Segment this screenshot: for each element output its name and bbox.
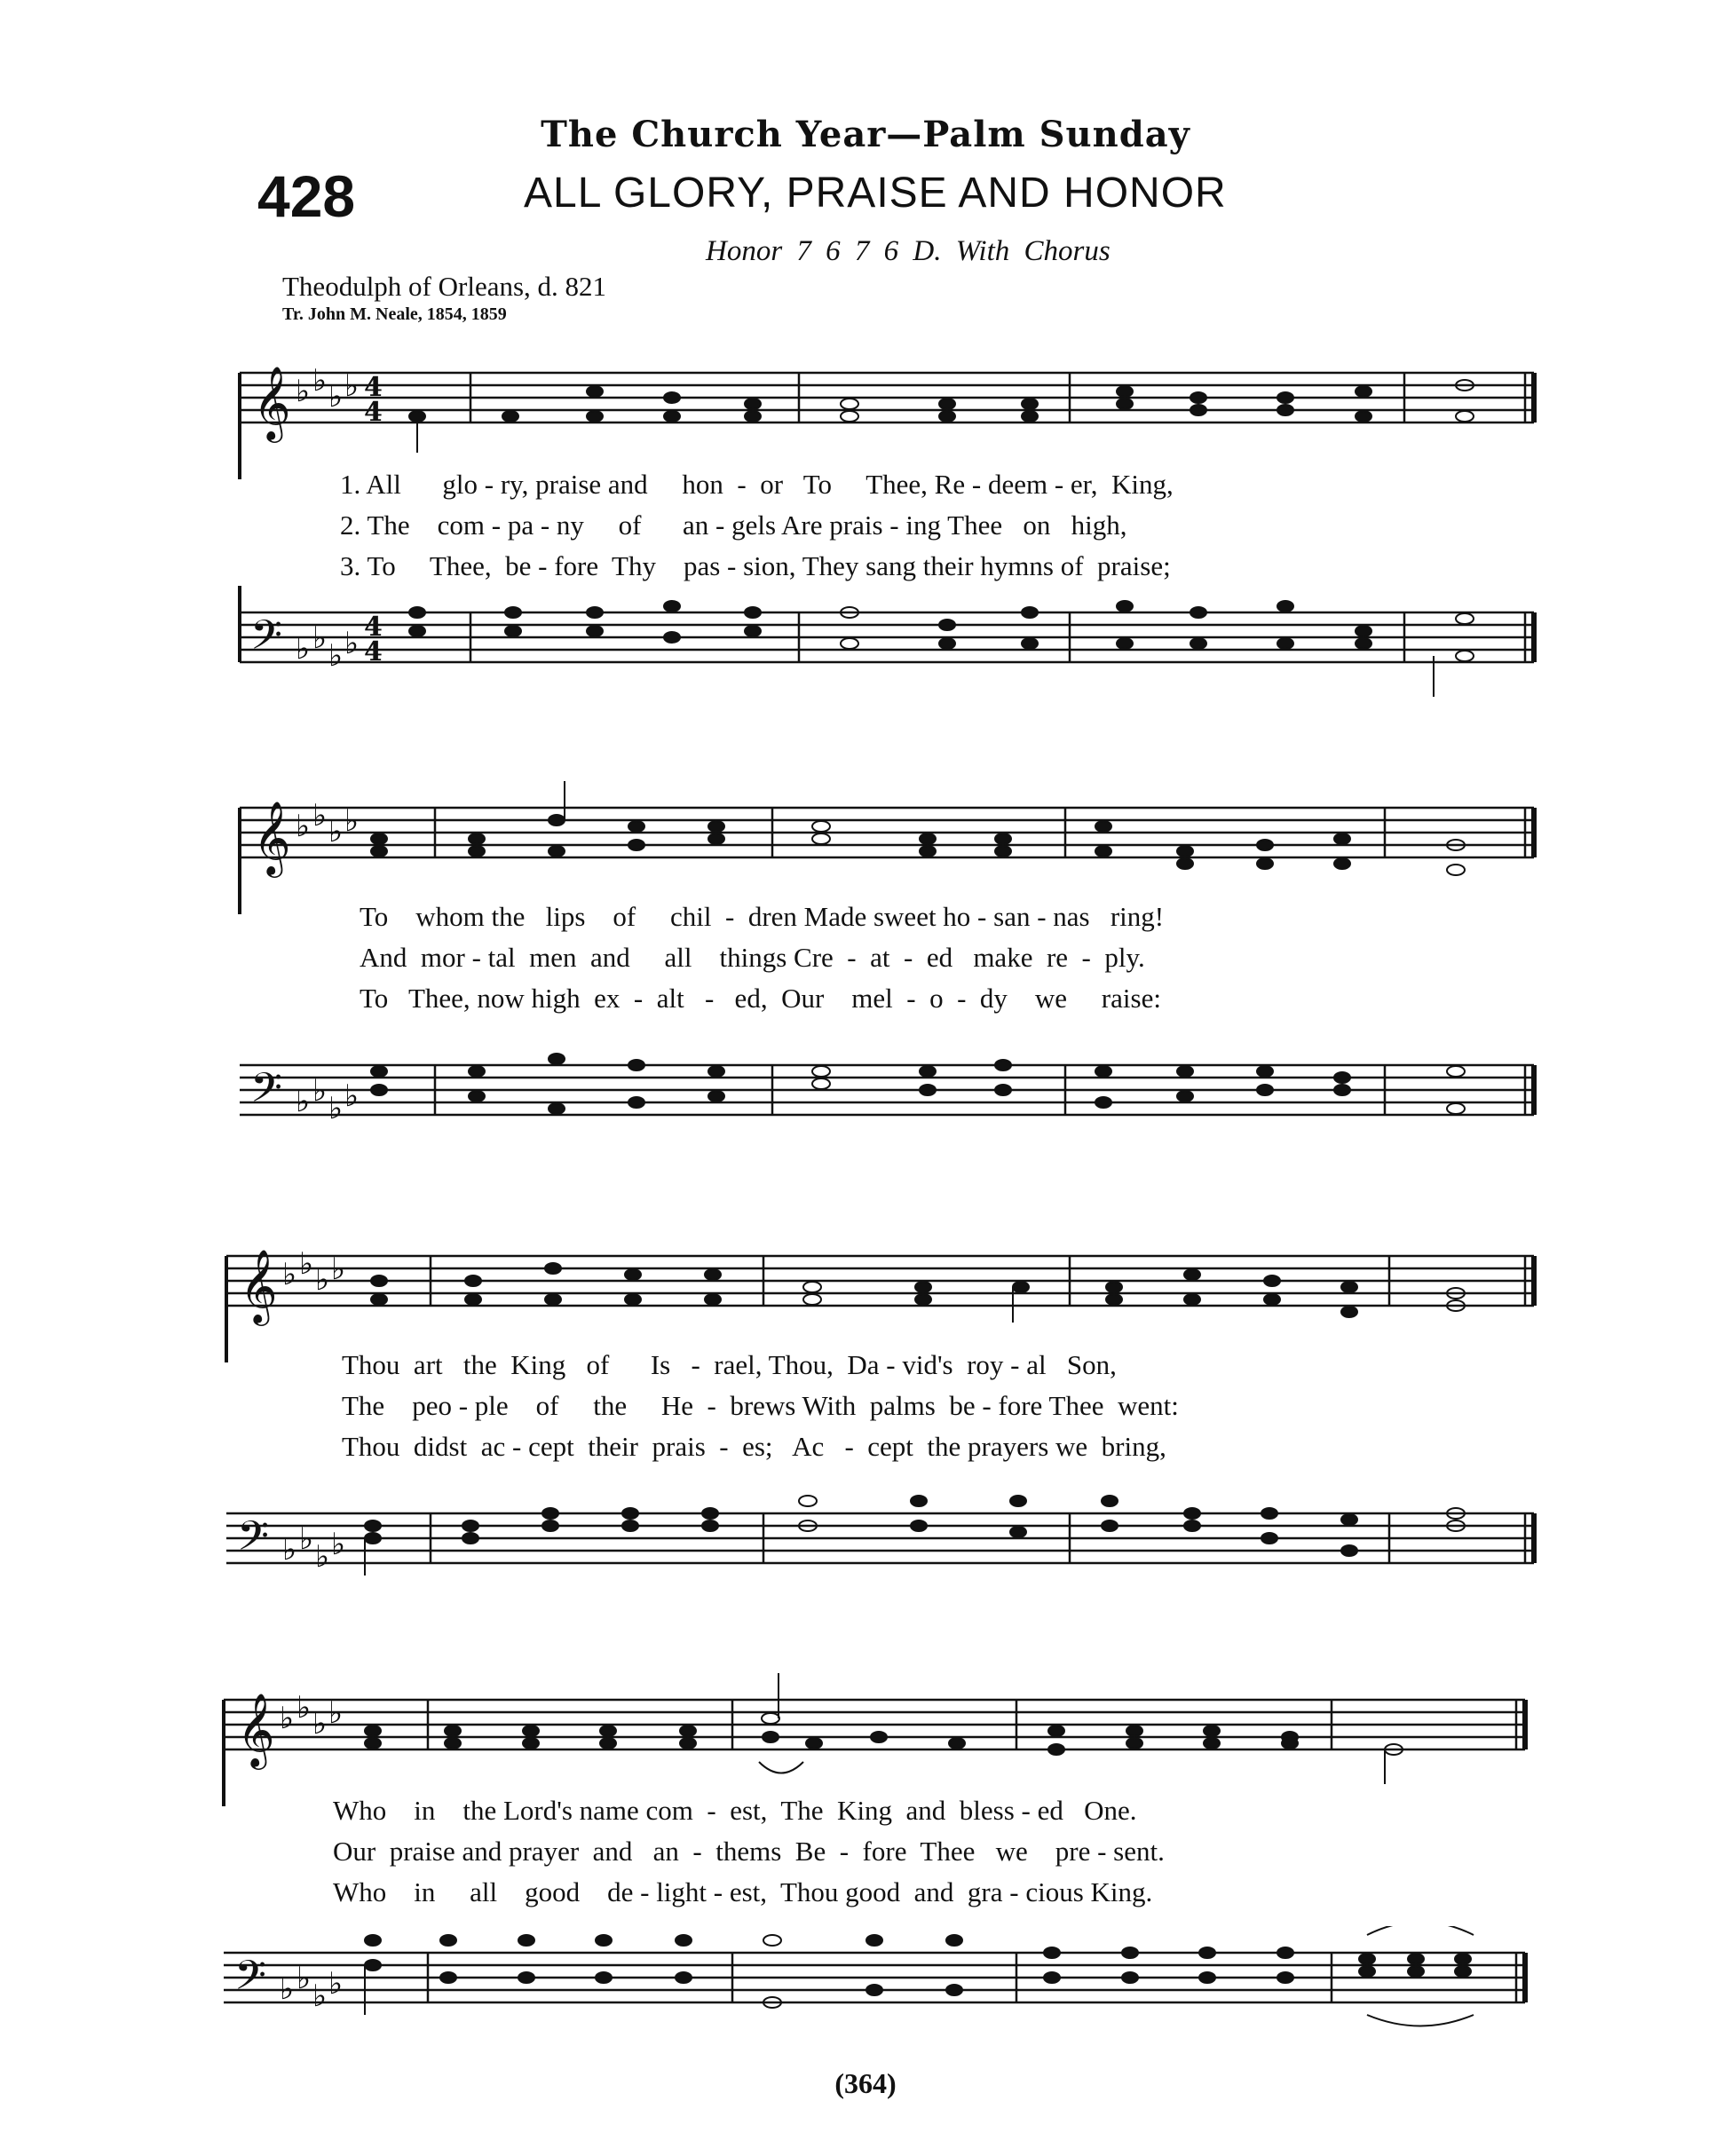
lyric-line: To Thee, now high ex - alt - ed, Our mel - o - dy we raise: — [360, 983, 1161, 1014]
lyric-line: Who in the Lord's name com - est, The King and bless - ed One. — [333, 1795, 1137, 1826]
svg-text:♭: ♭ — [331, 1252, 346, 1287]
svg-text:𝄞: 𝄞 — [240, 1248, 278, 1323]
svg-text:♭: ♭ — [296, 1084, 311, 1119]
lyric-line: And mor - tal men and all things Cre - at - ed make re - ply. — [360, 942, 1145, 973]
svg-text:♭: ♭ — [312, 620, 328, 656]
treble-staff-3 — [0, 1229, 1731, 1362]
svg-text:4: 4 — [364, 397, 383, 428]
svg-text:♭: ♭ — [331, 1527, 346, 1562]
svg-text:♭: ♭ — [328, 1966, 344, 2002]
tune-meter-line: Honor 7 6 7 6 D. With Chorus — [706, 235, 1111, 267]
section-heading: The Church Year—Palm Sunday — [541, 114, 1190, 155]
lyric-line: To whom the lips of chil - dren Made sweet ho - san - nas ring! — [360, 901, 1165, 932]
svg-text:♭: ♭ — [296, 1961, 312, 1996]
svg-text:𝄢: 𝄢 — [234, 1952, 267, 2010]
svg-text:♭: ♭ — [344, 626, 360, 661]
svg-text:𝄢: 𝄢 — [250, 1064, 283, 1122]
svg-text:♭: ♭ — [312, 798, 328, 833]
svg-text:♭: ♭ — [312, 363, 328, 399]
page-number: (364) — [834, 2067, 897, 2099]
lyric-line: 3. To Thee, be - fore Thy pas - sion, They sang their hymns of praise; — [340, 550, 1171, 581]
svg-text:𝄞: 𝄞 — [253, 800, 291, 874]
lyric-line: 2. The com - pa - ny of an - gels Are prais - ing Thee on high, — [340, 509, 1127, 541]
svg-text:𝄢: 𝄢 — [250, 612, 283, 669]
svg-text:♭: ♭ — [296, 1690, 312, 1726]
lyric-line: Thou didst ac - cept their prais - es; Ac - cept the prayers we bring, — [342, 1431, 1166, 1462]
bass-staff-4 — [0, 1926, 1731, 2086]
svg-text:♭: ♭ — [280, 1701, 295, 1736]
svg-text:♭: ♭ — [296, 374, 311, 409]
svg-text:4: 4 — [364, 372, 383, 403]
lyric-line: Who in all good de - light - est, Thou good and gra - cious King. — [333, 1876, 1153, 1907]
svg-text:♭: ♭ — [328, 814, 344, 849]
svg-text:𝄞: 𝄞 — [253, 365, 291, 439]
svg-text:♭: ♭ — [344, 1078, 360, 1114]
svg-text:4: 4 — [364, 612, 383, 643]
svg-text:♭: ♭ — [280, 1971, 295, 2007]
author-credit: Theodulph of Orleans, d. 821 — [282, 271, 607, 302]
svg-text:𝄢: 𝄢 — [237, 1512, 270, 1570]
hymn-title: ALL GLORY, PRAISE AND HONOR — [524, 170, 1227, 217]
bass-staff-3 — [0, 1487, 1731, 1647]
svg-text:♭: ♭ — [299, 1246, 314, 1282]
svg-text:♭: ♭ — [299, 1521, 314, 1557]
lyric-line: Our praise and prayer and an - thems Be - fore Thee we pre - sent. — [333, 1836, 1165, 1867]
treble-staff-2 — [0, 781, 1731, 914]
svg-text:𝄞: 𝄞 — [237, 1692, 275, 1766]
svg-text:♭: ♭ — [344, 368, 360, 404]
svg-text:♭: ♭ — [328, 638, 344, 674]
svg-text:♭: ♭ — [312, 1706, 328, 1741]
svg-text:♭: ♭ — [312, 1073, 328, 1109]
lyric-line: Thou art the King of Is - rael, Thou, Da - vid's roy - al Son, — [342, 1349, 1117, 1380]
bass-staff-1 — [0, 586, 1731, 746]
svg-text:♭: ♭ — [328, 1695, 344, 1731]
svg-text:♭: ♭ — [344, 803, 360, 839]
lyric-line: 1. All glo - ry, praise and hon - or To Thee, Re - deem - er, King, — [340, 469, 1174, 500]
treble-staff-4 — [0, 1673, 1731, 1806]
translator-credit: Tr. John M. Neale, 1854, 1859 — [282, 304, 507, 324]
svg-text:♭: ♭ — [315, 1262, 330, 1298]
svg-text:♭: ♭ — [328, 1091, 344, 1126]
svg-text:♭: ♭ — [296, 809, 311, 844]
treble-staff-1 — [0, 346, 1731, 479]
svg-text:♭: ♭ — [315, 1539, 330, 1575]
svg-text:♭: ♭ — [282, 1257, 297, 1292]
lyric-line: The peo - ple of the He - brews With palms be - fore Thee went: — [342, 1390, 1179, 1421]
bass-staff-2 — [0, 1039, 1731, 1198]
hymn-number: 428 — [257, 163, 356, 229]
svg-text:4: 4 — [364, 636, 383, 667]
svg-text:♭: ♭ — [312, 1978, 328, 2014]
svg-text:♭: ♭ — [328, 379, 344, 415]
svg-text:♭: ♭ — [296, 631, 311, 667]
svg-text:♭: ♭ — [282, 1532, 297, 1568]
